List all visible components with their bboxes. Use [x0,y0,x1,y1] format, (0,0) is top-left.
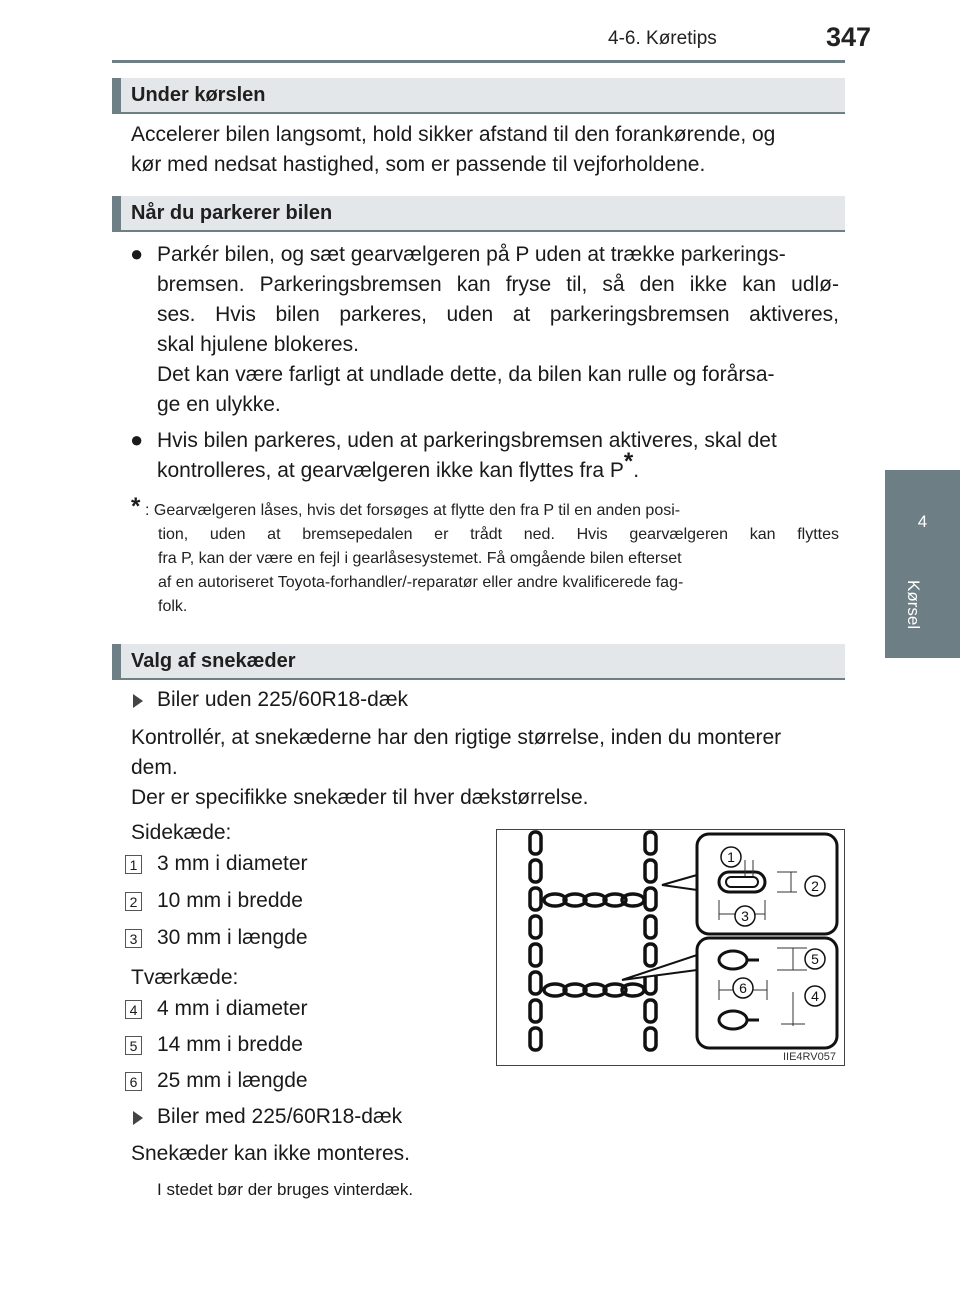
figure-callout-6: 6 [739,980,747,996]
text-line [157,448,839,486]
figure-callout-5: 5 [811,951,819,967]
subhead-without-tire: Biler uden 225/60R18-dæk [157,688,408,711]
section-heading-bar [112,78,121,112]
cross-chain-width: 14 mm i bredde [157,1033,303,1056]
text-line: ge en ulykke. [157,393,281,416]
text-line: kør med nedsat hastighed, som er passende til vejforholdene. [131,153,706,176]
chapter-number: 4 [917,512,928,531]
driving-paragraph [131,120,839,180]
side-chain-label: Sidekæde: [131,821,232,844]
footnote-mark: * [131,493,141,520]
side-chain-width: 10 mm i bredde [157,889,303,912]
text-line: Kontrollér, at snekæderne har den rigtige størrelse, inden du monterer [131,726,782,749]
text-line: Accelerer bilen langsomt, hold sikker afstand til den forankørende, og [131,123,776,146]
header-rule [112,60,845,63]
cross-chain-label: Tværkæde: [131,966,239,989]
callout-number: 6 [125,1072,142,1091]
footnote-star: * [623,448,634,475]
text-line: Det kan være farligt at undlade dette, da bilen kan rulle og forårsa- [157,363,775,386]
chapter-label: Kørsel [904,580,923,630]
callout-number: 1 [125,855,142,874]
parking-bullet-1 [157,240,839,420]
callout-number: 4 [125,1000,142,1019]
side-chain-length: 30 mm i længde [157,926,308,949]
cross-chain-length: 25 mm i længde [157,1069,308,1092]
text-span: kontrolleres, at gearvælgeren ikke kan flyttes fra P [157,459,624,482]
triangle-bullet-icon [133,1111,143,1125]
text-line: Der er specifikke snekæder til hver dækstørrelse. [131,786,589,809]
section-heading-title: Under kørslen [131,84,266,106]
cross-chain-diameter: 4 mm i diameter [157,997,308,1020]
section-heading-parking [112,196,845,232]
side-chain-diameter: 3 mm i diameter [157,852,308,875]
section-heading-chains [112,644,845,680]
text-line: skal hjulene blokeres. [157,333,359,356]
figure-callout-3: 3 [741,908,749,924]
text-line: bremsen. Parkeringsbremsen kan fryse til, så den ikke kan udlø- [157,273,839,296]
text-span: . [633,459,640,482]
figure-callout-1: 1 [727,849,735,865]
text-line: dem. [131,756,178,779]
parking-bullet-2 [157,426,839,486]
winter-tire-text: I stedet bør der bruges vinterdæk. [157,1180,414,1199]
text-line: Parkér bilen, og sæt gearvælgeren på P uden at trække parkerings- [157,243,786,266]
chains-check-paragraph [131,723,839,813]
subhead-with-tire: Biler med 225/60R18-dæk [157,1105,403,1128]
figure-callout-4: 4 [811,988,819,1004]
triangle-bullet-icon [133,694,143,708]
bullet-dot: ● [130,427,144,452]
figure-callout-2: 2 [811,878,819,894]
footnote-line: af en autoriseret Toyota-forhandler/-reparatør eller andre kvalificerede fag- [158,574,684,591]
cannot-install-text: Snekæder kan ikke monteres. [131,1142,410,1165]
text-line: Hvis bilen parkeres, uden at parkeringsbremsen aktiveres, skal det [157,429,777,452]
callout-number: 5 [125,1036,142,1055]
footnote-line: tion, uden at bremsepedalen er trådt ned. Hvis gearvælgeren kan flyttes [158,526,839,543]
section-heading-bar [112,644,121,678]
chapter-side-tab [885,470,960,658]
footnote-line: : Gearvælgeren låses, hvis det forsøges at flytte den fra P til en anden posi- [145,502,681,519]
section-heading-title: Valg af snekæder [131,650,296,672]
bullet-dot: ● [130,241,144,266]
callout-number: 2 [125,892,142,911]
section-heading-driving [112,78,845,114]
section-heading-bar [112,196,121,230]
text-line: ses. Hvis bilen parkeres, uden at parkeringsbremsen aktiveres, [157,303,839,326]
footnote-line: folk. [158,598,188,615]
page-number: 347 [826,22,872,52]
chain-diagram-svg [497,830,843,1064]
callout-number: 3 [125,929,142,948]
section-heading-title: Når du parkerer bilen [131,202,333,224]
snow-chain-figure [496,829,845,1066]
figure-code: IIE4RV057 [782,1051,836,1063]
header-section-title: 4-6. Køretips [608,28,717,49]
footnote-line: fra P, kan der være en fejl i gearlåsesystemet. Få omgående bilen efterset [158,550,682,567]
